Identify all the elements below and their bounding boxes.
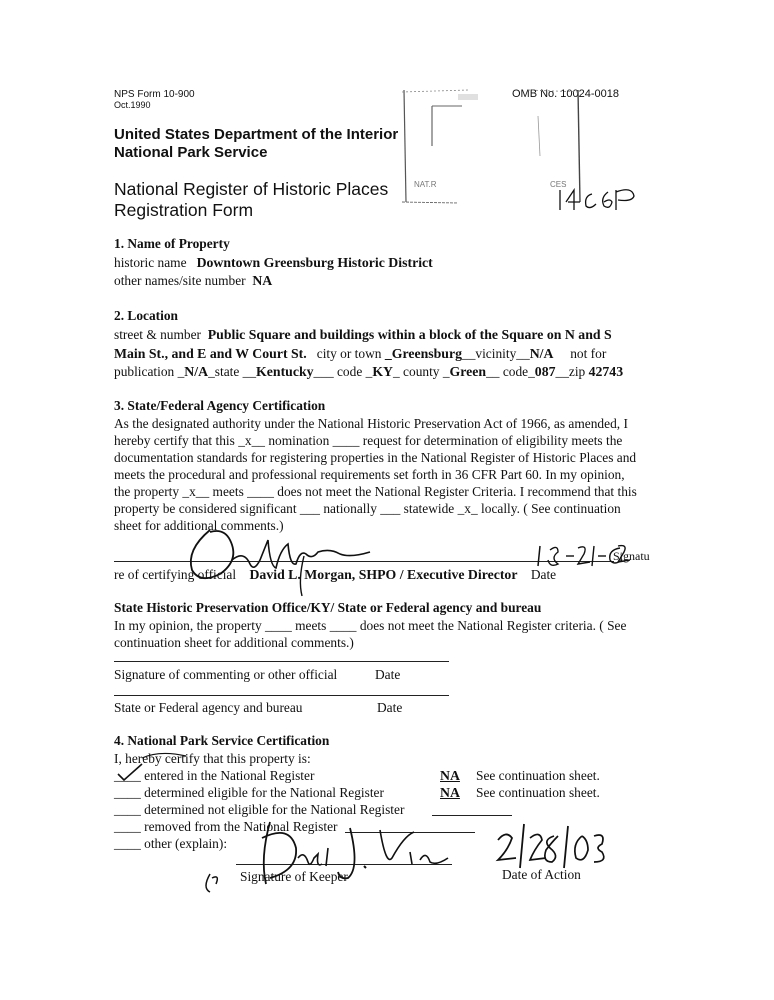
city-row [114,345,606,362]
stamp-text-right: CES [550,180,567,189]
shpo-line2: continuation sheet for additional comments.) [114,635,354,650]
section2-heading: 2. Location [114,308,178,323]
section3-line: the property _x__ meets ____ does not meet the National Register Criteria. I recommend that this [114,484,637,499]
shpo-line1: In my opinion, the property ____ meets ____ does not meet the National Register criteria. ( See [114,618,627,633]
section1-heading: 1. Name of Property [114,236,230,251]
other-names-label: other names/site number [114,273,246,288]
nps-na: NA [440,768,460,783]
shpo-heading: State Historic Preservation Office/KY/ State or Federal agency and bureau [114,600,542,615]
commenting-date-label: Date [375,667,401,682]
official-name: David L. Morgan, SHPO / Executive Director [249,567,518,582]
form-title-line2: Registration Form [114,200,254,220]
omb-number: OMB No. 10024-0018 [512,88,620,100]
nps-option: ____ determined eligible for the National Register [114,785,384,800]
section3-line: As the designated authority under the National Historic Preservation Act of 1966, as amended, I [114,416,628,431]
agency-label: State or Federal agency and bureau [114,700,303,715]
vicinity-value: N/A [529,346,554,361]
section3-heading: 3. State/Federal Agency Certification [114,398,326,413]
section3-line: meets the procedural and professional requirements set forth in 36 CFR Part 60. In my opinion, [114,467,625,482]
other-names-value: NA [252,273,273,288]
county-value: Green [449,364,487,379]
nps-blank-line [432,815,512,816]
certifying-label: re of certifying official [114,567,237,582]
nps-continuation-note: See continuation sheet. [476,768,600,783]
code-value: KY [372,364,394,379]
commenting-signature-line [114,661,449,662]
street-row [114,326,612,343]
keeper-label: Signature of Keeper [240,869,348,884]
commenting-signature-label: Signature of commenting or other official [114,667,338,682]
nps-option: ____ determined not eligible for the National Register [114,802,405,817]
nps-option: ____ removed from the National Register [114,819,338,834]
other-names-row [114,272,272,289]
historic-name-label: historic name [114,255,187,270]
signature-label-fragment: Signatu [613,549,650,563]
state-label: _state __ [208,364,257,379]
section3-line: sheet for additional comments.) [114,518,284,533]
department-name: United States Department of the Interior [114,126,399,143]
nps-option: ____ entered in the National Register [114,768,315,783]
county-label: _ county _ [393,364,450,379]
checkmark-icon [116,760,146,782]
certifying-official-signature [180,520,380,600]
service-name: National Park Service [114,144,268,161]
street-value-1: Public Square and buildings within a block of the Square on N and S [207,327,612,342]
date-of-action-label: Date of Action [502,867,581,882]
vicinity-label: __vicinity__ [462,346,530,361]
code2-value: 087 [534,364,556,379]
keeper-pen-stroke [140,748,190,762]
certifying-date-label: Date [530,567,557,582]
handwritten-reference [556,182,646,217]
stamp-text-left: NAT.R [414,180,437,189]
agency-date-label: Date [377,700,403,715]
publication-value: N/A [184,364,209,379]
section3-line: documentation standards for registering properties in the National Register of Historic Places and [114,450,637,465]
city-value: _Greensburg [384,346,462,361]
historic-name-value: Downtown Greensburg Historic District [196,255,433,270]
not-for-label: not for [570,346,607,361]
zip-value: 42743 [588,364,624,379]
section3-line: hereby certify that this _x__ nomination ____ request for determination of eligibility meets the [114,433,623,448]
publication-row [114,363,623,380]
zip-label: __zip [555,364,586,379]
section4-intro: I, hereby certify that this property is: [114,751,311,766]
date-of-action-handwriting [494,820,614,872]
nps-na: NA [440,785,460,800]
certifying-official-row [114,566,556,583]
form-date: Oct.1990 [114,100,151,110]
nps-option: ____ other (explain): [114,836,228,851]
agency-line [114,695,449,696]
state-value: Kentucky [256,364,314,379]
form-number: NPS Form 10-900 [114,89,195,100]
form-title-line1: National Register of Historic Places [114,179,389,199]
code-label: ___ code _ [313,364,373,379]
historic-name-row [114,254,433,271]
street-value-2: Main St., and E and W Court St. [114,346,307,361]
street-label: street & number [114,327,202,342]
code2-label: __ code_ [486,364,535,379]
city-label: city or town [316,346,382,361]
section3-line: property be considered significant ___ nationally ___ statewide _x_ locally. ( See continuation [114,501,621,516]
nps-continuation-note: See continuation sheet. [476,785,600,800]
publication-label: publication _ [114,364,185,379]
section4-heading: 4. National Park Service Certification [114,733,330,748]
